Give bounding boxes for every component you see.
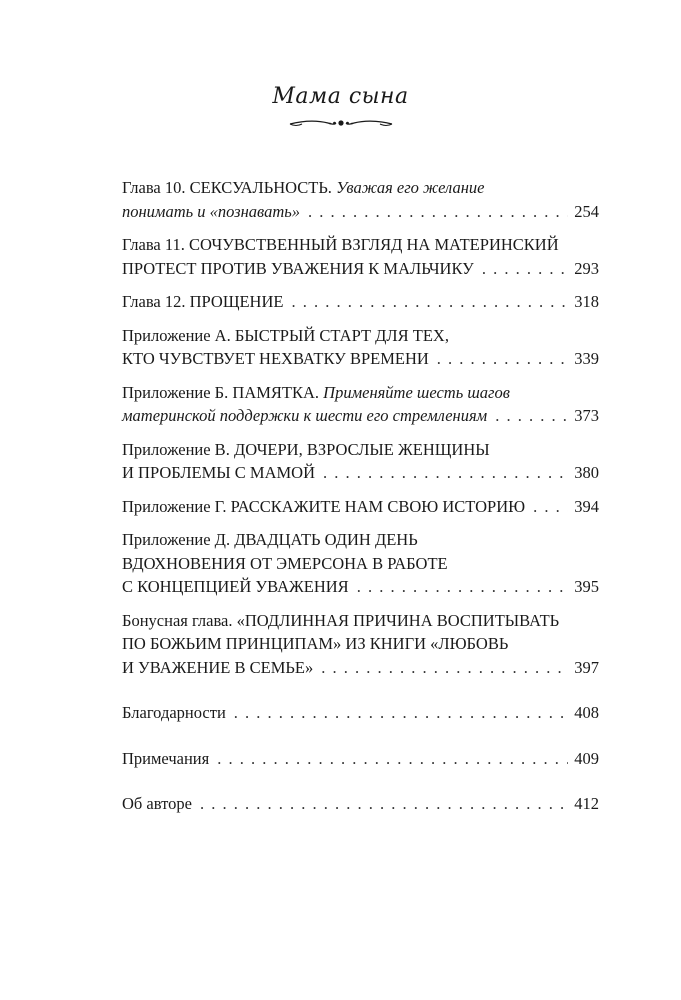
toc-entry-last-line xyxy=(122,575,599,599)
toc-title-text: Об авторе xyxy=(122,794,192,813)
toc-entry[interactable] xyxy=(122,747,599,771)
toc-title-tail xyxy=(122,461,315,485)
toc-entry-last-line xyxy=(122,747,599,771)
toc-entry-line xyxy=(122,233,599,257)
toc-title-text: Приложение Г. РАССКАЖИТЕ НАМ СВОЮ ИСТОРИЮ xyxy=(122,496,526,516)
toc-title-text: Примечания xyxy=(122,748,210,768)
toc-entry-line xyxy=(122,609,599,633)
toc-title-tail xyxy=(122,656,313,680)
toc-entry[interactable] xyxy=(122,792,599,816)
toc-title-tail xyxy=(122,200,300,224)
toc-page-number: 395 xyxy=(574,577,599,596)
toc-entry[interactable] xyxy=(122,381,599,428)
toc-title-text: ПО БОЖЬИМ ПРИНЦИПАМ» ИЗ КНИГИ «ЛЮБОВЬ xyxy=(122,634,509,653)
toc-page-number: 293 xyxy=(574,258,599,278)
toc-entry-last-line xyxy=(122,495,599,519)
toc-title-text: Приложение Б. ПАМЯТКА. xyxy=(122,382,324,402)
flourish-ornament-icon xyxy=(288,116,394,130)
toc-entry-last-line xyxy=(122,347,599,371)
toc-page-number: 254 xyxy=(574,201,599,221)
toc-title-tail xyxy=(122,575,349,599)
toc-entry-line xyxy=(122,632,599,656)
dot-leader xyxy=(357,575,569,599)
toc-entry-last-line xyxy=(122,404,599,428)
toc-entry[interactable] xyxy=(122,609,599,680)
toc-title-tail xyxy=(122,747,209,771)
toc-subtitle-text: Уважая его желание xyxy=(336,178,485,197)
toc-title-tail xyxy=(122,495,525,519)
toc-subtitle-text: Применяйте шесть шагов xyxy=(323,382,510,402)
toc-entry-line xyxy=(122,528,599,552)
toc-page-number: 409 xyxy=(574,748,599,768)
toc-title-text: И ПРОБЛЕМЫ С МАМОЙ xyxy=(122,463,315,482)
toc-title-tail xyxy=(122,290,283,314)
toc-entry[interactable] xyxy=(122,495,599,519)
toc-page-number: 408 xyxy=(574,703,599,722)
dot-leader xyxy=(217,747,568,771)
toc-title-tail xyxy=(122,257,474,281)
toc-page-number: 373 xyxy=(574,406,599,425)
dot-leader xyxy=(321,656,568,680)
toc-title-text: Приложение В. ДОЧЕРИ, ВЗРОСЛЫЕ ЖЕНЩИНЫ xyxy=(122,439,490,459)
toc-entry[interactable] xyxy=(122,701,599,725)
toc-title-text: Глава 10. СЕКСУАЛЬНОСТЬ. xyxy=(122,178,337,197)
toc-entry[interactable] xyxy=(122,233,599,280)
dot-leader xyxy=(533,495,568,519)
toc-subtitle-text: материнской поддержки к шести его стремлениям xyxy=(122,406,488,425)
dot-leader xyxy=(437,347,568,371)
toc-entry-last-line xyxy=(122,290,599,314)
toc-entry-line xyxy=(122,438,599,462)
toc-page-number: 380 xyxy=(574,463,599,482)
toc-entry[interactable] xyxy=(122,176,599,223)
toc-title-tail xyxy=(122,404,487,428)
toc-title-text: КТО ЧУВСТВУЕТ НЕХВАТКУ ВРЕМЕНИ xyxy=(122,349,429,368)
toc-entry-last-line xyxy=(122,656,599,680)
toc-title-text: Приложение А. БЫСТРЫЙ СТАРТ ДЛЯ ТЕХ, xyxy=(122,325,449,345)
toc-page-number: 394 xyxy=(574,496,599,516)
page-header xyxy=(0,84,681,109)
toc-entry-line xyxy=(122,324,599,348)
toc-title-text: Глава 11. СОЧУВСТВЕННЫЙ ВЗГЛЯД НА МАТЕРИНСКИЙ xyxy=(122,235,559,254)
toc-page-number: 318 xyxy=(574,292,599,311)
toc-title-text: Приложение Д. ДВАДЦАТЬ ОДИН ДЕНЬ xyxy=(122,530,418,549)
dot-leader xyxy=(200,792,568,816)
toc-title-text: И УВАЖЕНИЕ В СЕМЬЕ» xyxy=(122,657,314,677)
toc-entry-line xyxy=(122,176,599,200)
toc-page-number: 339 xyxy=(574,349,599,368)
toc-entry[interactable] xyxy=(122,324,599,371)
toc-title-text: ВДОХНОВЕНИЯ ОТ ЭМЕРСОНА В РАБОТЕ xyxy=(122,553,448,573)
toc-entry-last-line xyxy=(122,200,599,224)
toc-entry-last-line xyxy=(122,701,599,725)
toc-title-text: Глава 12. ПРОЩЕНИЕ xyxy=(122,292,284,311)
toc-title-text: Бонусная глава. «ПОДЛИННАЯ ПРИЧИНА ВОСПИТЫВАТЬ xyxy=(122,610,560,630)
table-of-contents xyxy=(122,176,599,826)
toc-title-tail xyxy=(122,701,226,725)
dot-leader xyxy=(308,200,568,224)
toc-entry[interactable] xyxy=(122,438,599,485)
dot-leader xyxy=(291,290,568,314)
dot-leader xyxy=(482,257,568,281)
book-title: Мама сына xyxy=(272,84,409,109)
dot-leader xyxy=(495,404,568,428)
toc-page-number: 397 xyxy=(574,657,599,677)
toc-entry-last-line xyxy=(122,257,599,281)
toc-entry-line xyxy=(122,381,599,405)
toc-subtitle-text: понимать и «познавать» xyxy=(122,201,301,221)
toc-entry-last-line xyxy=(122,792,599,816)
toc-title-tail xyxy=(122,347,429,371)
dot-leader xyxy=(323,461,568,485)
toc-page-number: 412 xyxy=(574,794,599,813)
dot-leader xyxy=(234,701,568,725)
toc-title-text: ПРОТЕСТ ПРОТИВ УВАЖЕНИЯ К МАЛЬЧИКУ xyxy=(122,258,474,278)
toc-entry-last-line xyxy=(122,461,599,485)
toc-entry-line xyxy=(122,552,599,576)
toc-title-tail xyxy=(122,792,192,816)
toc-entry[interactable] xyxy=(122,528,599,599)
toc-title-text: С КОНЦЕПЦИЕЙ УВАЖЕНИЯ xyxy=(122,577,349,596)
toc-entry[interactable] xyxy=(122,290,599,314)
toc-title-text: Благодарности xyxy=(122,703,226,722)
